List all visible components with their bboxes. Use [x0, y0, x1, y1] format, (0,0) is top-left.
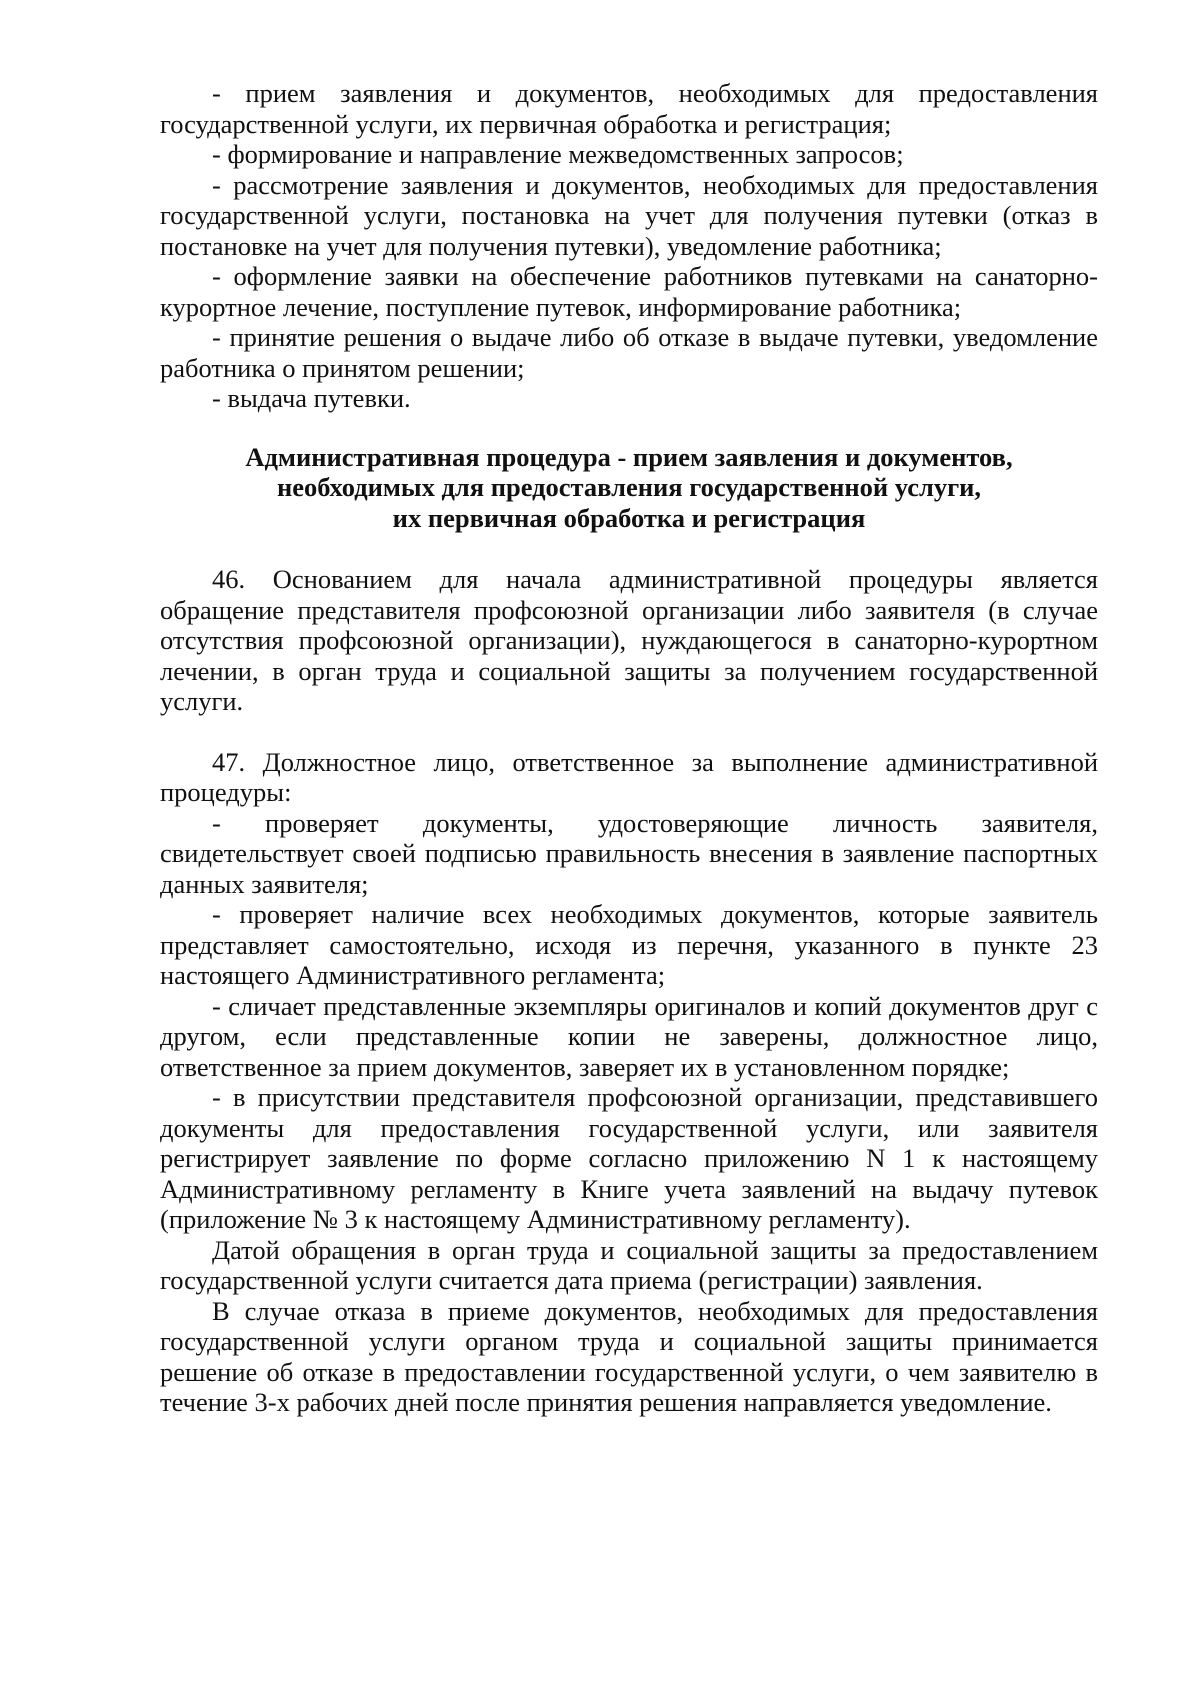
- section-heading-line: их первичная обработка и регистрация: [392, 502, 866, 533]
- list-item: - проверяет наличие всех необходимых документов, которые заявитель представляет самостоятельно, исходя из перечня, указанного в пункте 23 настоящего Административного регламента;: [160, 899, 1098, 990]
- section-heading-line: необходимых для предоставления государственной услуги,: [276, 472, 982, 502]
- section-heading-line: Административная процедура - прием заявления и документов,: [245, 441, 1013, 472]
- list-item: - рассмотрение заявления и документов, необходимых для предоставления государственной услуги, постановка на учет для получения путевки (отказ в постановке на учет для получения путевки), уведомление работника;: [160, 169, 1098, 261]
- list-item: - прием заявления и документов, необходимых для предоставления государственной услуги, их первичная обработка и регистрация;: [160, 78, 1098, 139]
- paragraph-spacer: [160, 717, 1098, 747]
- list-item: - сличает представленные экземпляры оригиналов и копий документов друг с другом, если представленные копии не заверены, должностное лицо, ответственное за прием документов, заверяет их в установленном порядке;: [160, 990, 1098, 1082]
- list-item: - выдача путевки.: [212, 383, 411, 413]
- list-item: - в присутствии представителя профсоюзной организации, представившего документы для предоставления государственной услуги, или заявителя регистрирует заявление по форме согласно приложению N 1 к настоящему Административному регламенту в Книге учета заявлений на выдачу путевок (приложение № 3 к настоящему Административному регламенту).: [160, 1082, 1098, 1234]
- section-heading: [160, 442, 1098, 534]
- paragraph-46: 46. Основанием для начала административной процедуры является обращение представителя профсоюзной организации либо заявителя (в случае отсутствия профсоюзной организации), нуждающегося в санаторно-курортном лечении, в орган труда и социальной защиты за получением государственной услуги.: [160, 564, 1098, 716]
- paragraph-refusal: В случае отказа в приеме документов, необходимых для предоставления государственной услуги органом труда и социальной защиты принимается решение об отказе в предоставлении государственной услуги, о чем заявителю в течение 3-х рабочих дней после принятия решения направляется уведомление.: [160, 1295, 1098, 1417]
- list-item: - проверяет документы, удостоверяющие личность заявителя, свидетельствует своей подписью правильность внесения в заявление паспортных данных заявителя;: [160, 807, 1098, 899]
- list-item: - принятие решения о выдаче либо об отказе в выдаче путевки, уведомление работника о принятом решении;: [160, 322, 1098, 383]
- paragraph-date: Датой обращения в орган труда и социальной защиты за предоставлением государственной услуги считается дата приема (регистрации) заявления.: [160, 1234, 1098, 1295]
- paragraph-47-intro: 47. Должностное лицо, ответственное за выполнение административной процедуры:: [160, 746, 1098, 807]
- document-page: [160, 78, 1098, 1418]
- list-item: - формирование и направление межведомственных запросов;: [212, 139, 904, 169]
- list-item: - оформление заявки на обеспечение работников путевками на санаторно-курортное лечение, поступление путевок, информирование работника;: [160, 261, 1098, 322]
